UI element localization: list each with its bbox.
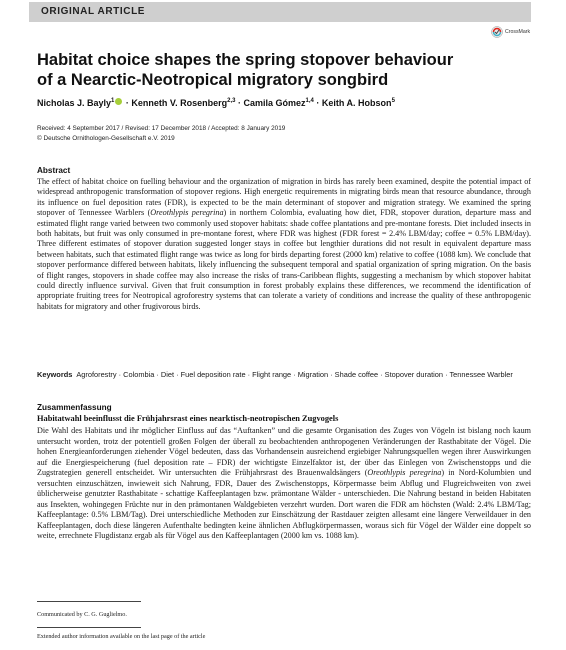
title-line-2: of a Nearctic-Neotropical migratory songbird (37, 71, 389, 89)
extended-author-info: Extended author information available on the last page of the article (37, 633, 206, 640)
species-name: Oreothlypis peregrina (367, 468, 442, 477)
article-title (37, 50, 517, 90)
footnote-divider (37, 601, 141, 602)
orcid-icon[interactable] (115, 98, 122, 105)
crossmark-badge[interactable] (491, 22, 543, 42)
title-line-1: Habitat choice shapes the spring stopover behaviour (37, 51, 454, 69)
zusammenfassung-heading: Zusammenfassung (37, 403, 112, 412)
author-name[interactable]: Camila Gómez (243, 98, 306, 108)
author-separator: · (237, 98, 241, 108)
abstract-body (37, 177, 531, 312)
crossmark-label: CrossMark (505, 29, 531, 35)
author-affiliation: 2,3 (227, 98, 236, 104)
author-separator: · (125, 98, 129, 108)
copyright-notice: © Deutsche Ornithologen-Gesellschaft e.V. 2019 (37, 135, 175, 142)
author-affiliation: 5 (391, 98, 395, 104)
communicated-by: Communicated by C. G. Guglielmo. (37, 611, 127, 618)
article-type-banner: ORIGINAL ARTICLE (29, 2, 531, 22)
author-name[interactable]: Keith A. Hobson (321, 98, 392, 108)
zusammenfassung-title: Habitatwahl beeinflusst die Frühjahrsrast eines nearktisch-neotropischen Zugvogels (37, 414, 339, 423)
author-affiliation: 1 (111, 98, 115, 104)
keywords-list: Agroforestry · Colombia · Diet · Fuel deposition rate · Flight range · Migration · Shade coffee · Stopover duration · Tennessee Warbler (76, 370, 513, 379)
author-affiliation: 1,4 (305, 98, 314, 104)
zusammenfassung-text-part: Die Wahl des Habitats und ihr möglicher Einfluss auf das “Auftanken” und die gesamte Organisation des Zuges von Vögeln ist bislang noch kaum untersucht worden, trotz der potentiell großen Folgen der überall zu beobachtenden anthropogenen Veränderungen der Rasthabitate der Vögel. Die hohen Energieanforderungen ziehender Vögel bedeuten, dass das Vorhandensein ausreichend ergiebiger Nahrungsquellen wegen ihrer Auswirkungen auf die Energiespeicherung (fuel deposition rate – FDR) der wichtigste Einzelfaktor ist, der über das Einlegen von Zwischenstopps und die Zugstrategien generell entscheidet. Wir untersuchten die Frühjahrsrast des Brauenwaldsängers ( (37, 426, 531, 477)
publication-dates (37, 124, 517, 144)
zusammenfassung-body (37, 426, 531, 542)
keywords-label: Keywords (37, 370, 73, 379)
received-dates: Received: 4 September 2017 / Revised: 17 December 2018 / Accepted: 8 January 2019 (37, 125, 286, 132)
author-name[interactable]: Kenneth V. Rosenberg (131, 98, 228, 108)
abstract-heading: Abstract (37, 166, 71, 175)
keywords (37, 370, 531, 380)
author-list (37, 98, 517, 108)
author-name[interactable]: Nicholas J. Bayly (37, 98, 112, 108)
species-name: Oreothlypis peregrina (150, 208, 224, 218)
author-separator: · (316, 98, 320, 108)
abstract-text-part: ) in northern Colombia, evaluating how diet, FDR, stopover duration, departure mass and estimated flight range varied between two commonly used stopover habitats: shade coffee plantations and pre-montane forests. Diet included insects in both habitats, but fruit was only consumed in pre-montane forest, where FDR was highest (FDR forest = 2.4% LBM/day; coffee = 0.5% LBM/day). Three different estimates of stopover duration suggested longer stays in coffee but lengthier durations did not result in equivalent departure mass between habitats, such that estimated flight range was twice as long for birds departing forest (2000 km) relative to coffee (1088 km). We conclude that stopover performance differed between habitats, likely influencing the subsequent temporal and spatial organization of spring migration. On the basis of flight ranges, stopovers in shade coffee may also increase the risks of trans-Caribbean flights, suggesting a mechanism by which stopover habitat could directly influence survival. Given that fruit consumption in forest probably explains these differences, we recommend the identification of appropriate fruiting trees for Neotropical agroforestry systems that can tolerate a variety of conditions and increase the quality of these anthropogenic habitats for migratory and other frugivorous birds. (37, 208, 532, 311)
crossmark-icon (491, 26, 503, 38)
abstract-text-part: The effect of habitat choice on fuelling behaviour and the organization of migration in birds has rarely been examined, despite the potential impact of widespread anthropogenic transformation of stopover regions. High energetic requirements in migrating birds mean that resource abundance, through its influence on fuel deposition rates (FDR), is expected to be the main determinant of stopover and migration strategy. We examined the spring stopover of Tennessee Warblers ( (37, 177, 531, 218)
zusammenfassung-text-part: ) in Nord-Kolumbien und versuchten einzuschätzen, inwieweit sich Nahrung, FDR, Dauer des Zwischenstopps, Körpermasse beim Abflug und Flugreichweiten von zwei üblicherweise genutzter Rasthabitate - schattige Kaffeeplantagen bzw. prämontane Wälder - unterschieden. Die Nahrung bestand in beiden Habitaten aus Insekten, wohingegen Früchte nur in den prämontanen Waldgebieten verzehrt wurden. Dort waren die FDR am höchsten (Wald: 2.4% LBM/Tag; Kaffeeplantage: 0.5% LBM/Tag). Drei unterschiedliche Methoden zur Einschätzung der Rastdauer zeigten allesamt eine längere Verweildauer in den Kaffeeplantagen, doch diese längeren Aufenthalte bedingten keine ähnlichen Abflugkörpermassen, woraus sich für Vögel der Wälder eine doppelt so weite, errechnete Flugdistanz ergab als für Vögel aus den Kaffeeplantagen (2000 km vs. 1088 km). (37, 468, 532, 540)
footnote-divider (37, 627, 141, 628)
